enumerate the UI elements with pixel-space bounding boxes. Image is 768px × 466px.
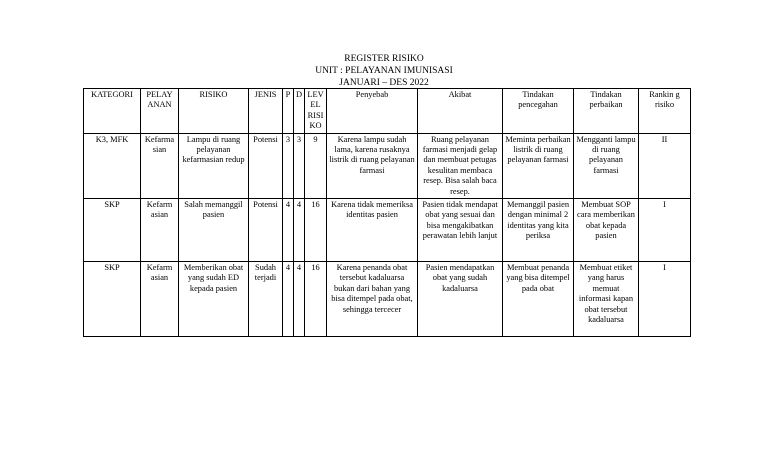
cell-tindakan-perbaikan: Membuat etiket yang harus memuat informasi kapan obat tersebut kadaluarsa: [574, 262, 639, 337]
document-period: JANUARI – DES 2022: [339, 78, 429, 88]
cell-jenis: Potensi: [249, 133, 283, 198]
cell-pelayanan: Kefarma sian: [141, 133, 179, 198]
cell-jenis: Potensi: [249, 199, 283, 262]
document-title: REGISTER RISIKO: [344, 54, 424, 64]
cell-p: 4: [283, 262, 294, 337]
cell-level-risiko: 16: [305, 199, 327, 262]
cell-penyebab: Karena penanda obat tersebut kadaluarsa bukan dari bahan yang bisa ditempel pada obat, sehingga tercecer: [327, 262, 418, 337]
header-ranking-risiko: Rankin g risiko: [639, 89, 691, 134]
cell-p: 3: [283, 133, 294, 198]
header-d: D: [294, 89, 305, 134]
cell-pelayanan: Kefarm asian: [141, 199, 179, 262]
header-tindakan-pencegahan: Tindakan pencegahan: [503, 89, 574, 134]
cell-d: 4: [294, 262, 305, 337]
document-title-block: [0, 53, 768, 89]
cell-kategori: SKP: [84, 262, 141, 337]
cell-akibat: Pasien tidak mendapat obat yang sesuai dan bisa mengakibatkan perawatan lebih lanjut: [418, 199, 503, 262]
cell-ranking-risiko: I: [639, 199, 691, 262]
cell-risiko: Salah memanggil pasien: [179, 199, 249, 262]
cell-ranking-risiko: I: [639, 262, 691, 337]
header-row: [84, 89, 691, 134]
document-unit: UNIT : PELAYANAN IMUNISASI: [315, 66, 453, 76]
table-row: [84, 133, 691, 198]
header-risiko: RISIKO: [179, 89, 249, 134]
cell-tindakan-perbaikan: Mengganti lampu di ruang pelayanan farmasi: [574, 133, 639, 198]
header-akibat: Akibat: [418, 89, 503, 134]
cell-tindakan-pencegahan: Meminta perbaikan listrik di ruang pelayanan farmasi: [503, 133, 574, 198]
cell-d: 3: [294, 133, 305, 198]
cell-jenis: Sudah terjadi: [249, 262, 283, 337]
cell-ranking-risiko: II: [639, 133, 691, 198]
cell-risiko: Memberikan obat yang sudah ED kepada pasien: [179, 262, 249, 337]
header-pelayanan: PELAY ANAN: [141, 89, 179, 134]
cell-akibat: Ruang pelayanan farmasi menjadi gelap dan membuat petugas kesulitan membaca resep. Bisa salah baca resep.: [418, 133, 503, 198]
cell-penyebab: Karena lampu sudah lama, karena rusaknya listrik di ruang pelayanan farmasi: [327, 133, 418, 198]
cell-kategori: SKP: [84, 199, 141, 262]
header-penyebab: Penyebab: [327, 89, 418, 134]
cell-risiko: Lampu di ruang pelayanan kefarmasian redup: [179, 133, 249, 198]
table-row: [84, 199, 691, 262]
header-tindakan-perbaikan: Tindakan perbaikan: [574, 89, 639, 134]
table-row: [84, 262, 691, 337]
cell-pelayanan: Kefarm asian: [141, 262, 179, 337]
header-level-risiko: LEV EL RISI KO: [305, 89, 327, 134]
cell-tindakan-pencegahan: Memanggil pasien dengan minimal 2 identitas yang kita periksa: [503, 199, 574, 262]
header-kategori: KATEGORI: [84, 89, 141, 134]
cell-tindakan-pencegahan: Membuat penanda yang bisa ditempel pada obat: [503, 262, 574, 337]
header-p: P: [283, 89, 294, 134]
cell-level-risiko: 9: [305, 133, 327, 198]
cell-penyebab: Karena tidak memeriksa identitas pasien: [327, 199, 418, 262]
cell-d: 4: [294, 199, 305, 262]
header-jenis: JENIS: [249, 89, 283, 134]
cell-akibat: Pasien mendapatkan obat yang sudah kadaluarsa: [418, 262, 503, 337]
cell-p: 4: [283, 199, 294, 262]
cell-level-risiko: 16: [305, 262, 327, 337]
cell-kategori: K3, MFK: [84, 133, 141, 198]
risk-register-table: [83, 88, 691, 337]
cell-tindakan-perbaikan: Membuat SOP cara memberikan obat kepada pasien: [574, 199, 639, 262]
